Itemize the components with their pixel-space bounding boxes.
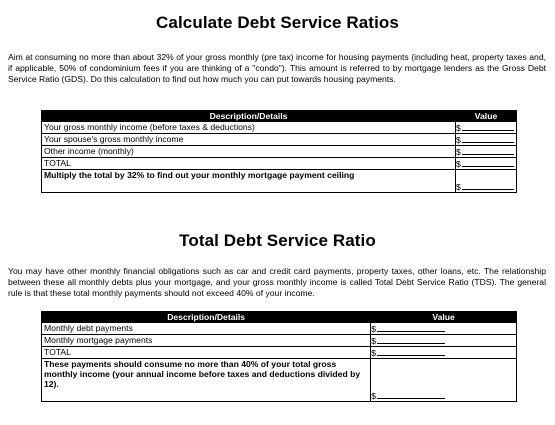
value-header: Value [456,111,517,122]
table-row [42,359,517,402]
value-header: Value [371,312,517,323]
value-field[interactable]: $ [456,146,517,158]
total-label: TOTAL [42,158,456,170]
tds-limit-field[interactable]: $ [371,359,517,402]
table-row [42,323,517,335]
row-label: Your spouse's gross monthly income [42,134,456,146]
table-row [42,347,517,359]
description-header: Description/Details [42,312,371,323]
mortgage-ceiling-field[interactable]: $ [456,170,517,193]
tds-intro-paragraph: You may have other monthly financial obligations such as car and credit card payments, property taxes, other loans, etc. The relationship between these all monthly debts plus your mortgage, and your gross monthly income is called Total Debt Service Ratio (TDS). The general rule is that these total monthly payments should not exceed 40% of your income. [8,266,546,299]
total-label: TOTAL [42,347,371,359]
row-label: Other income (monthly) [42,146,456,158]
mortgage-ceiling-label: Multiply the total by 32% to find out your monthly mortgage payment ceiling [42,170,456,193]
table-row [42,335,517,347]
gds-intro-paragraph: Aim at consuming no more than about 32% of your gross monthly (pre tax) income for housing payments (including heat, property taxes and, if applicable, 50% of condominium fees if you are thinking of a "condo"). This amount is referred to by mortgage lenders as the Gross Debt Service Ratio (GDS). Do this calculation to find out how much you can put towards housing payments. [8,52,546,85]
gds-table [41,110,517,193]
tds-section-title: Total Debt Service Ratio [179,231,376,250]
table-row [42,170,517,193]
table-row [42,158,517,170]
tds-table [41,311,517,402]
total-value-field[interactable]: $ [456,158,517,170]
tds-limit-label: These payments should consume no more than 40% of your total gross monthly income (your annual income before taxes and deductions divided by 12). [42,359,371,402]
row-label: Monthly mortgage payments [42,335,371,347]
table-header-row [42,111,517,122]
description-header: Description/Details [42,111,456,122]
table-row [42,146,517,158]
row-label: Monthly debt payments [42,323,371,335]
total-value-field[interactable]: $ [371,347,517,359]
row-label: Your gross monthly income (before taxes & deductions) [42,122,456,134]
table-row [42,122,517,134]
value-field[interactable]: $ [371,323,517,335]
value-field[interactable]: $ [371,335,517,347]
gds-section-title: Calculate Debt Service Ratios [156,13,399,32]
table-header-row [42,312,517,323]
value-field[interactable]: $ [456,134,517,146]
table-row [42,134,517,146]
value-field[interactable]: $ [456,122,517,134]
